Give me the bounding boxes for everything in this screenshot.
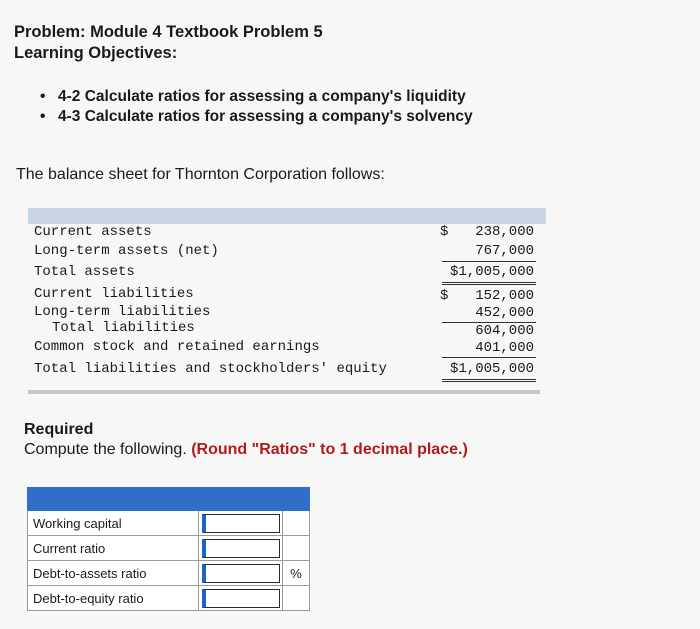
table-row (28, 561, 310, 586)
bs-value (440, 224, 534, 240)
bs-label: Current liabilities (34, 286, 194, 302)
row-label: Current ratio (28, 536, 199, 561)
input-cell (199, 536, 283, 561)
bs-label: Long-term assets (net) (34, 243, 219, 259)
bs-amount: 604,000 (475, 323, 534, 339)
bs-total-rule (442, 379, 536, 382)
bs-value (440, 361, 534, 377)
objective-item: • 4-2 Calculate ratios for assessing a company's liquidity (40, 87, 473, 107)
table-row (28, 536, 310, 561)
objective-item: • 4-3 Calculate ratios for assessing a company's solvency (40, 107, 473, 127)
required-section (24, 420, 468, 460)
bs-amount: 238,000 (475, 224, 534, 240)
bs-value (440, 323, 534, 339)
input-cell (199, 511, 283, 536)
row-label: Debt-to-equity ratio (28, 586, 199, 611)
bs-amount: $1,005,000 (449, 361, 534, 377)
balance-sheet-footer-bar (28, 390, 540, 394)
bs-amount: 452,000 (475, 305, 534, 321)
bs-amount: 152,000 (475, 288, 534, 304)
bs-value (440, 288, 534, 304)
row-label: Debt-to-assets ratio (28, 561, 199, 586)
bs-label: Total liabilities (52, 320, 195, 336)
problem-title: Problem: Module 4 Textbook Problem 5 (14, 23, 323, 41)
working-capital-input[interactable] (202, 514, 280, 533)
header-cell (28, 488, 199, 511)
table-row (28, 586, 310, 611)
bs-label: Long-term liabilities (34, 304, 211, 320)
row-suffix (283, 511, 310, 536)
bs-amount: 767,000 (475, 243, 534, 259)
debt-to-assets-input[interactable] (202, 564, 280, 583)
row-label: Working capital (28, 511, 199, 536)
bs-amount: $1,005,000 (449, 264, 534, 280)
answer-table (27, 487, 310, 611)
input-cell (199, 561, 283, 586)
input-cell (199, 586, 283, 611)
bs-dollar-sign: $ (440, 288, 449, 304)
bs-total-rule (442, 282, 536, 285)
bs-amount: 401,000 (475, 340, 534, 356)
rounding-note: (Round "Ratios" to 1 decimal place.) (191, 441, 468, 458)
bs-value (440, 305, 534, 321)
balance-sheet (28, 208, 546, 398)
bs-dollar-sign: $ (440, 224, 449, 240)
required-instruction: Compute the following. (24, 441, 187, 458)
bs-subtotal-rule (442, 357, 536, 358)
answer-table-header (28, 488, 310, 511)
bs-label: Total liabilities and stockholders' equity (34, 361, 387, 377)
row-suffix (283, 536, 310, 561)
header-cell (283, 488, 310, 511)
header-cell (199, 488, 283, 511)
bs-label: Total assets (34, 264, 135, 280)
objectives-list (40, 87, 473, 127)
required-heading: Required (24, 421, 94, 438)
objectives-label: Learning Objectives: (14, 44, 178, 62)
problem-header (14, 22, 323, 64)
intro-text: The balance sheet for Thornton Corporation follows: (16, 166, 385, 183)
percent-suffix: % (283, 561, 310, 586)
bs-label: Common stock and retained earnings (34, 339, 320, 355)
bs-subtotal-rule (442, 261, 536, 262)
balance-sheet-header-bar (28, 208, 546, 224)
row-suffix (283, 586, 310, 611)
bs-value (440, 340, 534, 356)
current-ratio-input[interactable] (202, 539, 280, 558)
debt-to-equity-input[interactable] (202, 589, 280, 608)
bs-value (440, 264, 534, 280)
bs-value (440, 243, 534, 259)
table-row (28, 511, 310, 536)
bs-label: Current assets (34, 224, 152, 240)
required-instruction-line (24, 440, 468, 460)
